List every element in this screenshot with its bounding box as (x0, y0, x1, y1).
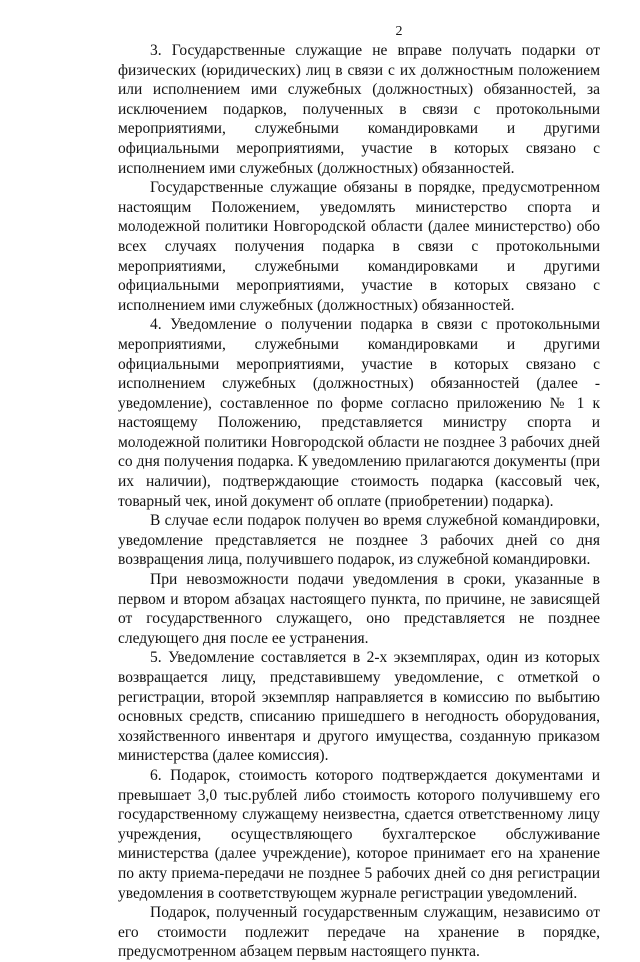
paragraph-3-notification-duty: Государственные служащие обязаны в порядке, предусмотренном настоящим Положением, уведомлять министерство спорта и молодежной политики Новгородской области (далее министерство) обо всех случаях получения подарка в связи с протокольными мероприятиями, служебными командировками и другими официальными мероприятиями, участие в которых связано с исполнением ими служебных (должностных) обязанностей. (118, 179, 600, 314)
paragraph-4-impossibility: При невозможности подачи уведомления в сроки, указанные в первом и втором абзацах настоящего пункта, по причине, не зависящей от государственного служащего, оно представляется не позднее следующего дня после ее устранения. (118, 571, 600, 647)
paragraph-5: 5. Уведомление составляется в 2-х экземплярах, один из которых возвращается лицу, представившему уведомление, с отметкой о регистрации, второй экземпляр направляется в комиссию по выбытию основных средств, списанию пришедшего в негодность оборудования, хозяйственного инвентаря и другого имущества, созданную приказом министерства (далее комиссия). (118, 649, 600, 765)
paragraph-6-storage: Подарок, полученный государственным служащим, независимо от его стоимости подлежит передаче на хранение в порядке, предусмотренном абзацем первым настоящего пункта. (118, 904, 600, 961)
paragraph-6: 6. Подарок, стоимость которого подтверждается документами и превышает 3,0 тыс.рублей либо стоимость которого получившему его государственному служащему неизвестна, сдается ответственному лицу учреждения, осуществляющего бухгалтерское обслуживание министерства (далее учреждение), которое принимает его на хранение по акту приема-передачи не позднее 5 рабочих дней со дня регистрации уведомления в соответствующем журнале регистрации уведомлений. (118, 766, 600, 902)
paragraph-3: 3. Государственные служащие не вправе получать подарки от физических (юридических) лиц в связи с их должностным положением или исполнением ими служебных (должностных) обязанностей, за исключением подарков, полученных в связи с протокольными мероприятиями, служебными командировками и другими официальными мероприятиями, участие в которых связано с исполнением ими служебных (должностных) обязанностей. (118, 42, 600, 177)
page-number: 2 (395, 24, 403, 39)
paragraph-4: 4. Уведомление о получении подарка в связи с протокольными мероприятиями, служебными командировками и другими официальными мероприятиями, участие в которых связано с исполнением служебных (должностных) обязанностей (далее - уведомление), составленное по форме согласно приложению № 1 к настоящему Положению, представляется министру спорта и молодежной политики Новгородской области не позднее 3 рабочих дней со дня получения подарка. К уведомлению прилагаются документы (при их наличии), подтверждающие стоимость подарка (кассовый чек, товарный чек, иной документ об оплате (приобретении) подарка). (118, 316, 600, 510)
paragraph-4-business-trip: В случае если подарок получен во время служебной командировки, уведомление представляется не позднее 3 рабочих дней со дня возвращения лица, получившего подарок, из служебной командировки. (118, 512, 600, 569)
